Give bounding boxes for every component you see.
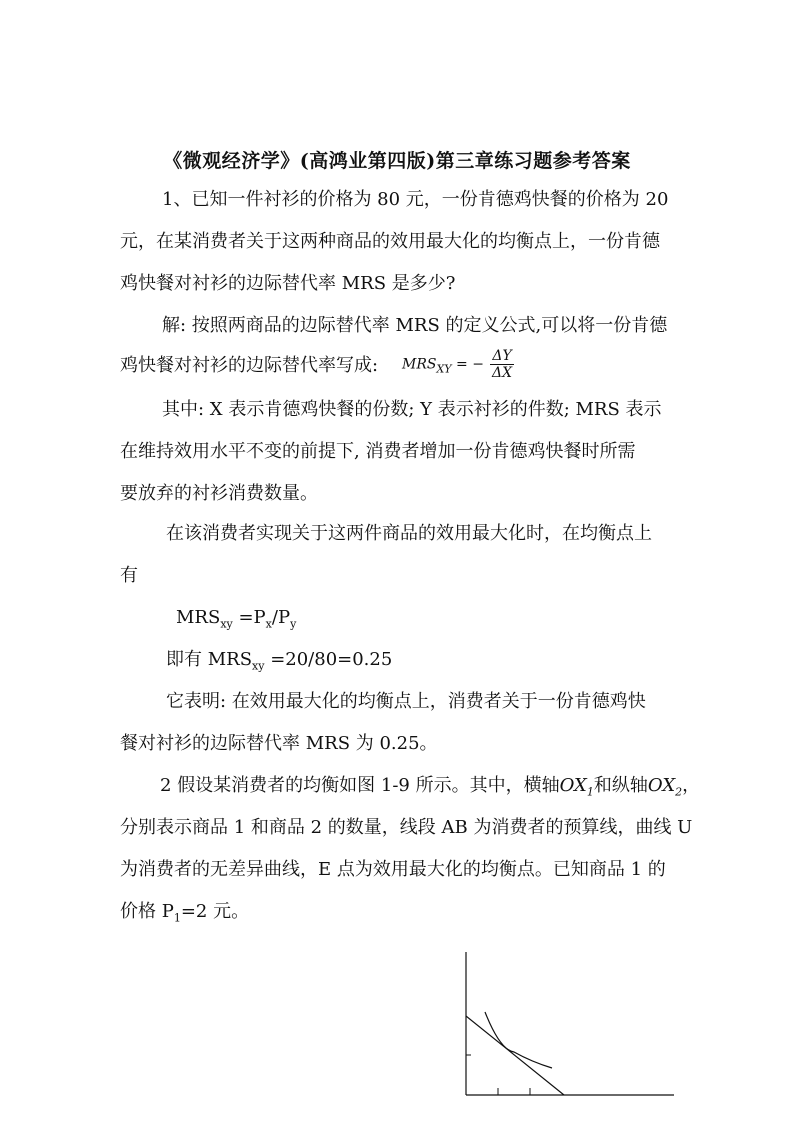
eq2-sub-xy: xy bbox=[252, 659, 265, 673]
equation-mrs-price-ratio bbox=[176, 606, 296, 637]
q2-line-1-c: ， bbox=[682, 775, 701, 796]
formula-fraction bbox=[490, 348, 513, 381]
axis-ox2-sub: 2 bbox=[675, 785, 683, 799]
q2-line-1-b: 和纵轴 bbox=[593, 775, 648, 796]
mrs-formula bbox=[402, 348, 514, 381]
eq1-part-b: =P bbox=[232, 607, 266, 628]
q2-line-4 bbox=[120, 900, 249, 931]
formula-lhs: MRS bbox=[402, 356, 437, 373]
axis-ox2: OX bbox=[647, 775, 676, 796]
q2-line-4-sub: 1 bbox=[173, 911, 181, 925]
eq1-part-a: MRS bbox=[176, 607, 221, 628]
axis-ox1-sub: 1 bbox=[586, 785, 594, 799]
a1-line-9: 餐对衬衫的边际替代率 MRS 为 0.25。 bbox=[120, 733, 438, 754]
q1-line-1: 1、已知一件衬衫的价格为 80 元，一份肯德鸡快餐的价格为 20 bbox=[162, 189, 669, 210]
eq1-sub-y: y bbox=[290, 617, 297, 631]
document-title: 《微观经济学》(高鸿业第四版)第三章练习题参考答案 bbox=[163, 150, 631, 172]
q2-line-3: 为消费者的无差异曲线，E 点为效用最大化的均衡点。已知商品 1 的 bbox=[120, 859, 666, 880]
q1-line-3: 鸡快餐对衬衫的边际替代率 MRS 是多少? bbox=[120, 273, 456, 294]
formula-eq: = − bbox=[451, 356, 484, 373]
a1-line-7: 有 bbox=[120, 565, 138, 586]
formula-denominator: ΔX bbox=[492, 365, 513, 381]
q2-line-1 bbox=[160, 774, 700, 805]
eq1-sub-x: x bbox=[265, 617, 272, 631]
a1-line-5: 要放弃的衬衫消费数量。 bbox=[120, 483, 318, 504]
eq2-part-a: 即有 MRS bbox=[166, 649, 253, 670]
q1-line-2: 元，在某消费者关于这两种商品的效用最大化的均衡点上，一份肯德 bbox=[120, 231, 660, 252]
q2-line-1-a: 2 假设某消费者的均衡如图 1-9 所示。其中，横轴 bbox=[160, 775, 560, 796]
a1-line-4: 在维持效用水平不变的前提下, 消费者增加一份肯德鸡快餐时所需 bbox=[120, 441, 636, 462]
eq1-part-c: /P bbox=[271, 607, 291, 628]
a1-line-3: 其中: X 表示肯德鸡快餐的份数; Y 表示衬衫的件数; MRS 表示 bbox=[162, 399, 662, 420]
formula-numerator: ΔY bbox=[492, 348, 512, 364]
formula-sub: XY bbox=[436, 362, 452, 376]
equation-mrs-value bbox=[166, 648, 392, 679]
axis-ox1: OX bbox=[559, 775, 587, 796]
budget-line-ab bbox=[466, 1016, 564, 1095]
equilibrium-diagram bbox=[440, 940, 680, 1100]
a1-line-8: 它表明: 在效用最大化的均衡点上，消费者关于一份肯德鸡快 bbox=[166, 691, 646, 712]
a1-line-6: 在该消费者实现关于这两件商品的效用最大化时，在均衡点上 bbox=[166, 523, 652, 544]
q2-line-4-b: =2 元。 bbox=[180, 901, 250, 922]
q2-line-4-a: 价格 P bbox=[120, 901, 174, 922]
a1-line-1: 解: 按照两商品的边际替代率 MRS 的定义公式,可以将一份肯德 bbox=[162, 315, 668, 336]
a1-line-2: 鸡快餐对衬衫的边际替代率写成: bbox=[120, 355, 379, 376]
eq1-sub-xy: xy bbox=[220, 617, 233, 631]
eq2-part-b: =20/80=0.25 bbox=[264, 649, 393, 670]
q2-line-2: 分别表示商品 1 和商品 2 的数量，线段 AB 为消费者的预算线，曲线 U bbox=[120, 817, 693, 838]
